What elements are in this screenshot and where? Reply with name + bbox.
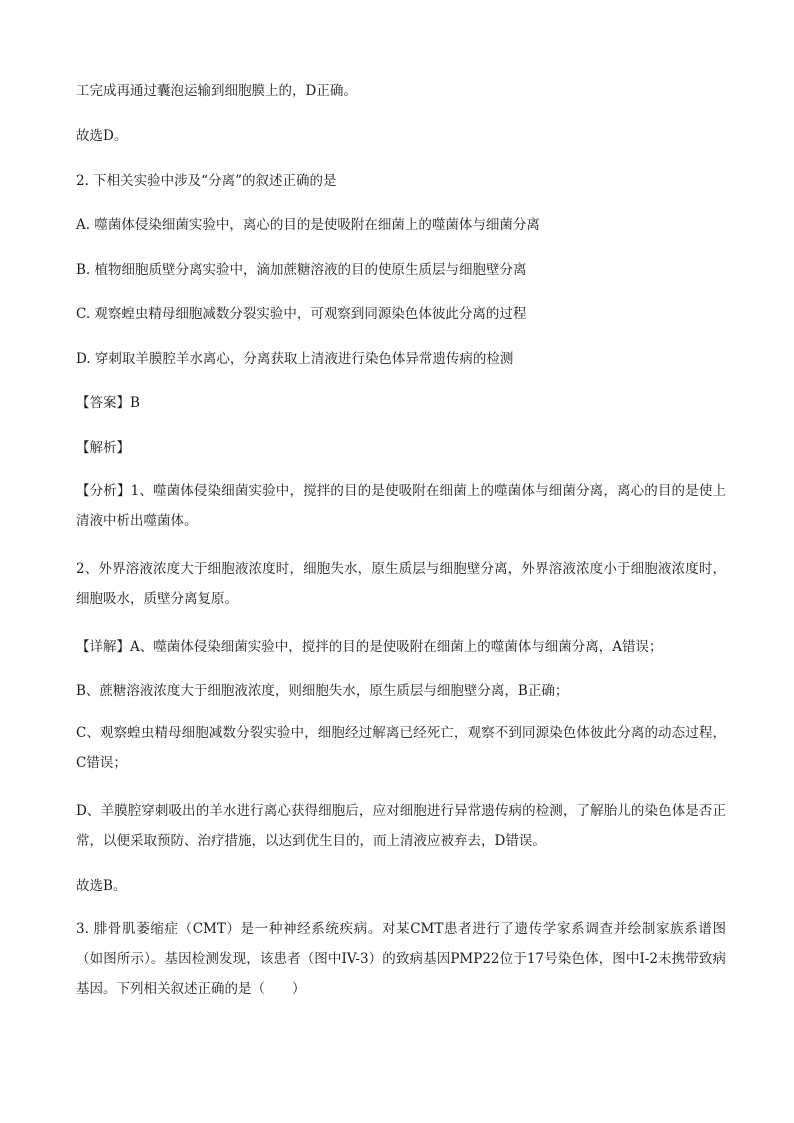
question-2-option-b: B. 植物细胞质壁分离实验中，滴加蔗糖溶液的目的使原生质层与细胞壁分离: [76, 262, 527, 278]
answer-label: 【答案】B: [76, 395, 140, 411]
detail-b: B、蔗糖溶液浓度大于细胞液浓度，则细胞失水，原生质层与细胞壁分离，B正确；: [76, 683, 569, 699]
question-2-option-d: D. 穿刺取羊膜腔羊水离心，分离获取上清液进行染色体异常遗传病的检测: [76, 351, 514, 367]
text-line-choose-b: 故选B。: [76, 878, 127, 894]
text-line-continuation: 工完成再通过囊泡运输到细胞膜上的，D正确。: [76, 83, 357, 99]
detail-d: D、羊膜腔穿刺吸出的羊水进行离心获得细胞后，应对细胞进行异常遗传病的检测，了解胎儿的染色体是否正常，以便采取预防、治疗措施，以达到优生目的，而上清液应被弃去，D错误。: [76, 803, 726, 849]
detail-a: 【详解】A、噬菌体侵染细菌实验中，搅拌的目的是使吸附在细菌上的噬菌体与细菌分离，A错误；: [76, 639, 663, 655]
question-2-option-a: A. 噬菌体侵染细菌实验中，离心的目的是使吸附在细菌上的噬菌体与细菌分离: [76, 217, 540, 233]
analysis-point-1: 【分析】1、噬菌体侵染细菌实验中，搅拌的目的是使吸附在细菌上的噬菌体与细菌分离，离心的目的是使上清液中析出噬菌体。: [76, 483, 726, 529]
detail-c: C、观察蝗虫精母细胞减数分裂实验中，细胞经过解离已经死亡，观察不到同源染色体彼此分离的动态过程，C错误；: [76, 725, 726, 771]
question-2-title: 2. 下相关实验中涉及“分离”的叙述正确的是: [76, 173, 337, 189]
analysis-heading: 【解析】: [76, 440, 130, 456]
question-3-text: 3. 腓骨肌萎缩症（CMT）是一种神经系统疾病。对某CMT患者进行了遗传学家系调查并绘制家族系谱图（如图所示）。基因检测发现，该患者（图中IV-3）的致病基因PMP22位于17号染色体，图中I-2未携带致病基因。下列相关叙述正确的是（ ）: [76, 921, 726, 997]
analysis-point-2: 2、外界溶液浓度大于细胞液浓度时，细胞失水，原生质层与细胞壁分离，外界溶液浓度小于细胞液浓度时，细胞吸水，质壁分离复原。: [76, 561, 726, 607]
question-2-option-c: C. 观察蝗虫精母细胞减数分裂实验中，可观察到同源染色体彼此分离的过程: [76, 306, 527, 322]
text-line-choose-d: 故选D。: [76, 128, 128, 144]
